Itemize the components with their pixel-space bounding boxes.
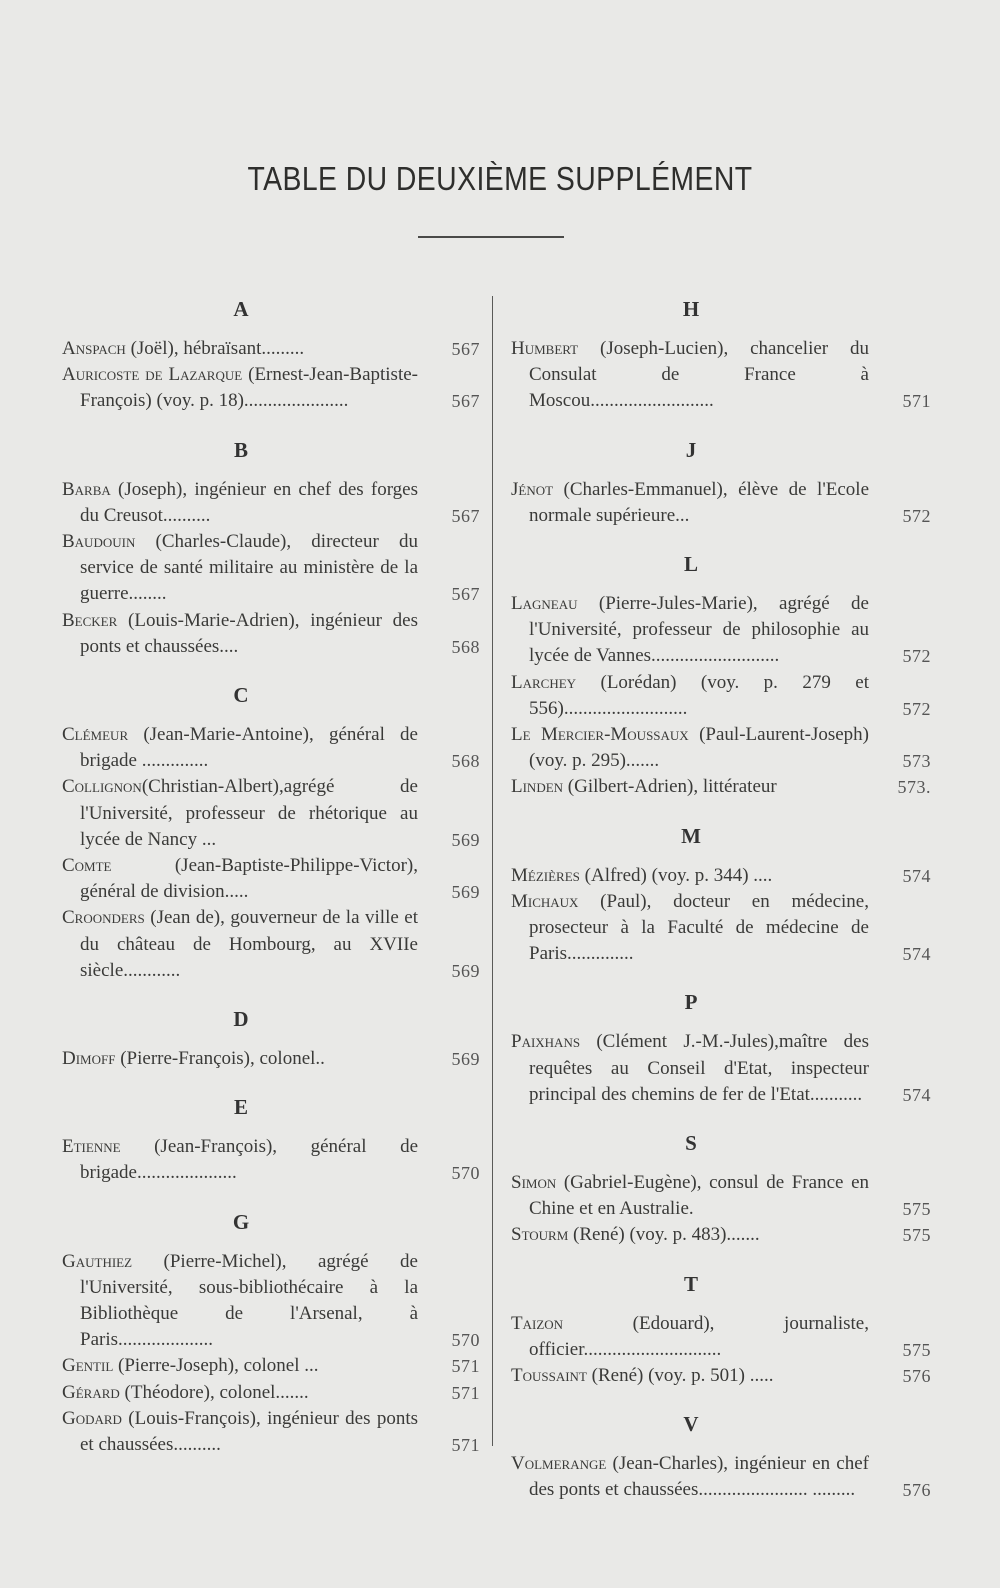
entry-name: Gentil bbox=[62, 1355, 114, 1377]
index-entry bbox=[62, 722, 480, 774]
entry-text bbox=[511, 722, 869, 774]
index-entry bbox=[511, 722, 931, 774]
page-title: TABLE DU DEUXIÈME SUPPLÉMENT bbox=[247, 160, 753, 197]
index-entry bbox=[511, 670, 931, 722]
entry-text bbox=[511, 477, 869, 529]
section-letter-t: T bbox=[683, 1271, 698, 1296]
page-number: 575 bbox=[902, 1225, 931, 1246]
index-entry bbox=[62, 529, 480, 608]
index-entry bbox=[62, 336, 480, 362]
index-entry bbox=[511, 1451, 931, 1503]
section-letter-l: L bbox=[683, 552, 698, 577]
entry-description: (Pierre-Joseph), colonel ... bbox=[113, 1355, 319, 1377]
entry-text bbox=[62, 853, 418, 905]
entry-description: (Joseph-Lucien), chancelier du Consulat de France à Moscou.......................... bbox=[529, 338, 869, 412]
section-letter-m: M bbox=[681, 823, 701, 848]
entry-text bbox=[62, 905, 418, 984]
entry-description: (Théodore), colonel....... bbox=[119, 1381, 309, 1403]
section-letter-g: G bbox=[232, 1209, 250, 1234]
entry-text bbox=[511, 1222, 869, 1248]
right-column bbox=[511, 296, 931, 1504]
index-entry bbox=[511, 336, 931, 415]
entry-description: (Clément J.-M.-Jules),maître des requêtes au Conseil d'Etat, inspecteur principal des chemins de fer de l'Etat........... bbox=[529, 1031, 869, 1105]
entry-description: (Gabriel-Eugène), consul de France en Chine et en Australie. bbox=[529, 1172, 869, 1220]
entry-description: (Lorédan) (voy. p. 279 et 556).......................... bbox=[529, 671, 869, 719]
page-number: 573. bbox=[897, 777, 931, 798]
entry-name: Le Mercier-Moussaux bbox=[511, 724, 689, 746]
entry-description: (Pierre-François), colonel.. bbox=[115, 1048, 325, 1070]
section-letter-h: H bbox=[682, 297, 700, 321]
index-entry bbox=[62, 1353, 480, 1379]
entry-name: Auricoste de Lazarque bbox=[62, 364, 243, 386]
entry-description: (Jean-François), général de brigade..................... bbox=[80, 1136, 418, 1184]
entry-description: (Joël), hébraïsant......... bbox=[125, 338, 305, 359]
section-letter-p: P bbox=[684, 990, 698, 1015]
entry-description: (Charles-Emmanuel), élève de l'Ecole normale supérieure... bbox=[529, 478, 869, 526]
entry-name: Dimoff bbox=[62, 1048, 116, 1070]
page-number: 575 bbox=[902, 1339, 931, 1360]
entry-text bbox=[62, 1353, 418, 1379]
index-entry bbox=[511, 889, 931, 968]
section-letter-c: C bbox=[233, 683, 249, 708]
section-letter-a: A bbox=[233, 297, 249, 321]
entry-text bbox=[62, 722, 418, 774]
index-entry bbox=[511, 477, 931, 529]
page-number: 567 bbox=[451, 339, 480, 359]
entry-text bbox=[511, 1311, 869, 1363]
entry-name: Godard bbox=[62, 1407, 122, 1429]
entry-name: Simon bbox=[511, 1172, 557, 1194]
entry-name: Volmerange bbox=[511, 1453, 607, 1475]
page-number: 574 bbox=[902, 865, 931, 886]
entry-description: (Jean de), gouverneur de la ville et du château de Hombourg, au XVIIe siècle............ bbox=[80, 907, 418, 981]
index-entry bbox=[62, 608, 480, 660]
page-number: 567 bbox=[451, 505, 480, 526]
page-number: 576 bbox=[902, 1480, 931, 1501]
entry-text bbox=[62, 774, 418, 853]
entry-description: (René) (voy. p. 501) ..... bbox=[586, 1365, 774, 1387]
entry-name: Etienne bbox=[62, 1136, 121, 1158]
page-number: 568 bbox=[451, 636, 480, 657]
entry-text bbox=[62, 529, 418, 608]
entry-text bbox=[62, 1134, 418, 1186]
section-letter-d: D bbox=[233, 1007, 249, 1032]
column-divider bbox=[492, 296, 493, 1446]
entry-description: (Louis-Marie-Adrien), ingénieur des ponts et chaussées.... bbox=[80, 609, 418, 657]
index-entry bbox=[511, 1222, 931, 1248]
index-entry bbox=[511, 1029, 931, 1108]
page-number: 567 bbox=[451, 391, 480, 412]
entry-description: (Jean-Charles), ingénieur en chef des ponts et chaussées....................... ......... bbox=[529, 1453, 869, 1501]
entry-name: Paixhans bbox=[511, 1031, 581, 1053]
entry-name: Jénot bbox=[511, 478, 554, 500]
index-entry bbox=[62, 1406, 480, 1458]
page-number: 567 bbox=[451, 584, 480, 605]
entry-text bbox=[511, 1029, 869, 1108]
section-letter-j: J bbox=[685, 437, 697, 462]
entry-name: Collignon bbox=[62, 776, 142, 798]
index-entry bbox=[62, 774, 480, 853]
entry-description: (Joseph), ingénieur en chef des forges du Creusot.......... bbox=[80, 478, 418, 526]
entry-description: (Jean-Baptiste-Philippe-Victor), général de division..... bbox=[80, 855, 418, 903]
entry-text bbox=[511, 889, 869, 968]
page-number: 574 bbox=[902, 1084, 931, 1105]
entry-text bbox=[62, 1249, 418, 1354]
page-number: 572 bbox=[902, 646, 931, 667]
section-letter-s: S bbox=[685, 1131, 697, 1156]
index-entry bbox=[62, 1046, 480, 1072]
index-entry bbox=[62, 905, 480, 984]
page-number: 573 bbox=[902, 751, 931, 772]
index-entry bbox=[511, 591, 931, 670]
entry-name: Becker bbox=[62, 609, 118, 631]
index-entry bbox=[62, 853, 480, 905]
entry-name: Stourm bbox=[511, 1224, 569, 1246]
entry-name: Linden bbox=[511, 776, 564, 798]
index-entry bbox=[62, 477, 480, 529]
page-number: 569 bbox=[451, 960, 480, 981]
index-entry bbox=[511, 1363, 931, 1389]
entry-description: (Alfred) (voy. p. 344) .... bbox=[579, 864, 773, 886]
page-number: 575 bbox=[902, 1199, 931, 1220]
entry-name: Comte bbox=[62, 855, 112, 877]
entry-name: Anspach bbox=[62, 338, 126, 359]
entry-description: (Pierre-Michel), agrégé de l'Université, sous-bibliothécaire à la Bibliothèque de l'Arsenal, à Paris.................... bbox=[80, 1250, 418, 1351]
entry-description: (Ernest-Jean-Baptiste-François) (voy. p. 18)...................... bbox=[80, 364, 418, 412]
index-entry bbox=[511, 774, 931, 800]
entry-description: (Pierre-Jules-Marie), agrégé de l'Université, professeur de philosophie au lycée de Vannes........................... bbox=[529, 593, 869, 667]
entry-name: Humbert bbox=[511, 338, 579, 359]
page-number: 570 bbox=[451, 1330, 480, 1351]
page-number: 569 bbox=[451, 1049, 480, 1070]
entry-name: Larchey bbox=[511, 671, 577, 693]
section-letter-b: B bbox=[233, 437, 248, 462]
entry-name: Gérard bbox=[62, 1381, 120, 1403]
index-entry bbox=[62, 1249, 480, 1354]
entry-text bbox=[511, 1451, 869, 1503]
entry-text bbox=[511, 774, 869, 800]
page-number: 569 bbox=[451, 829, 480, 850]
entry-description: (Charles-Claude), directeur du service de santé militaire au ministère de la guerre........ bbox=[80, 531, 418, 605]
entry-description: (Christian-Albert),agrégé de l'Université, professeur de rhétorique au lycée de Nancy ... bbox=[80, 776, 418, 850]
page-number: 572 bbox=[902, 505, 931, 526]
entry-name: Toussaint bbox=[511, 1365, 587, 1387]
title-rule bbox=[418, 236, 564, 238]
entry-text bbox=[62, 1380, 418, 1406]
entry-name: Croonders bbox=[62, 907, 145, 929]
entry-name: Taizon bbox=[511, 1312, 564, 1334]
page-number: 571 bbox=[451, 1356, 480, 1377]
entry-name: Barba bbox=[62, 478, 111, 500]
entry-text bbox=[62, 1406, 418, 1458]
entry-name: Mézières bbox=[511, 864, 580, 886]
index-entry bbox=[62, 1134, 480, 1186]
page-number: 570 bbox=[451, 1163, 480, 1184]
entry-description: (Louis-François), ingénieur des ponts et chaussées.......... bbox=[80, 1407, 418, 1456]
entry-name: Gauthiez bbox=[62, 1250, 133, 1272]
section-letter-v: V bbox=[683, 1412, 699, 1437]
entry-text bbox=[62, 336, 418, 362]
section-letter-e: E bbox=[233, 1095, 248, 1120]
index-entry bbox=[511, 863, 931, 889]
index-entry bbox=[62, 1380, 480, 1406]
entry-text bbox=[511, 670, 869, 722]
entry-text bbox=[511, 336, 869, 415]
entry-name: Clémeur bbox=[62, 724, 129, 746]
entry-description: (Paul-Laurent-Joseph) (voy. p. 295)....... bbox=[529, 724, 869, 772]
entry-text bbox=[511, 1170, 869, 1222]
left-column bbox=[62, 296, 480, 1458]
entry-description: (René) (voy. p. 483)....... bbox=[568, 1224, 760, 1246]
page-number: 572 bbox=[902, 698, 931, 719]
entry-description: (Gilbert-Adrien), littérateur bbox=[563, 776, 777, 798]
index-entry bbox=[62, 362, 480, 414]
page-number: 568 bbox=[451, 751, 480, 772]
entry-text bbox=[511, 591, 869, 670]
entry-text bbox=[62, 1046, 418, 1072]
entry-name: Baudouin bbox=[62, 531, 136, 553]
entry-description: (Jean-Marie-Antoine), général de brigade .............. bbox=[80, 724, 418, 772]
entry-name: Lagneau bbox=[511, 593, 578, 615]
entry-description: (Edouard), journaliste, officier............................. bbox=[529, 1312, 869, 1360]
page-number: 574 bbox=[902, 944, 931, 965]
index-entry bbox=[511, 1170, 931, 1222]
page-number: 571 bbox=[451, 1435, 480, 1456]
entry-text bbox=[62, 608, 418, 660]
page-number: 571 bbox=[902, 391, 931, 412]
entry-text bbox=[62, 477, 418, 529]
page-number: 571 bbox=[451, 1382, 480, 1403]
entry-text bbox=[511, 863, 869, 889]
page-number: 576 bbox=[902, 1366, 931, 1387]
index-entry bbox=[511, 1311, 931, 1363]
entry-description: (Paul), docteur en médecine, prosecteur à la Faculté de médecine de Paris.............. bbox=[529, 890, 869, 965]
page-number: 569 bbox=[451, 882, 480, 903]
entry-name: Michaux bbox=[511, 890, 579, 912]
entry-text bbox=[62, 362, 418, 414]
entry-text bbox=[511, 1363, 869, 1389]
